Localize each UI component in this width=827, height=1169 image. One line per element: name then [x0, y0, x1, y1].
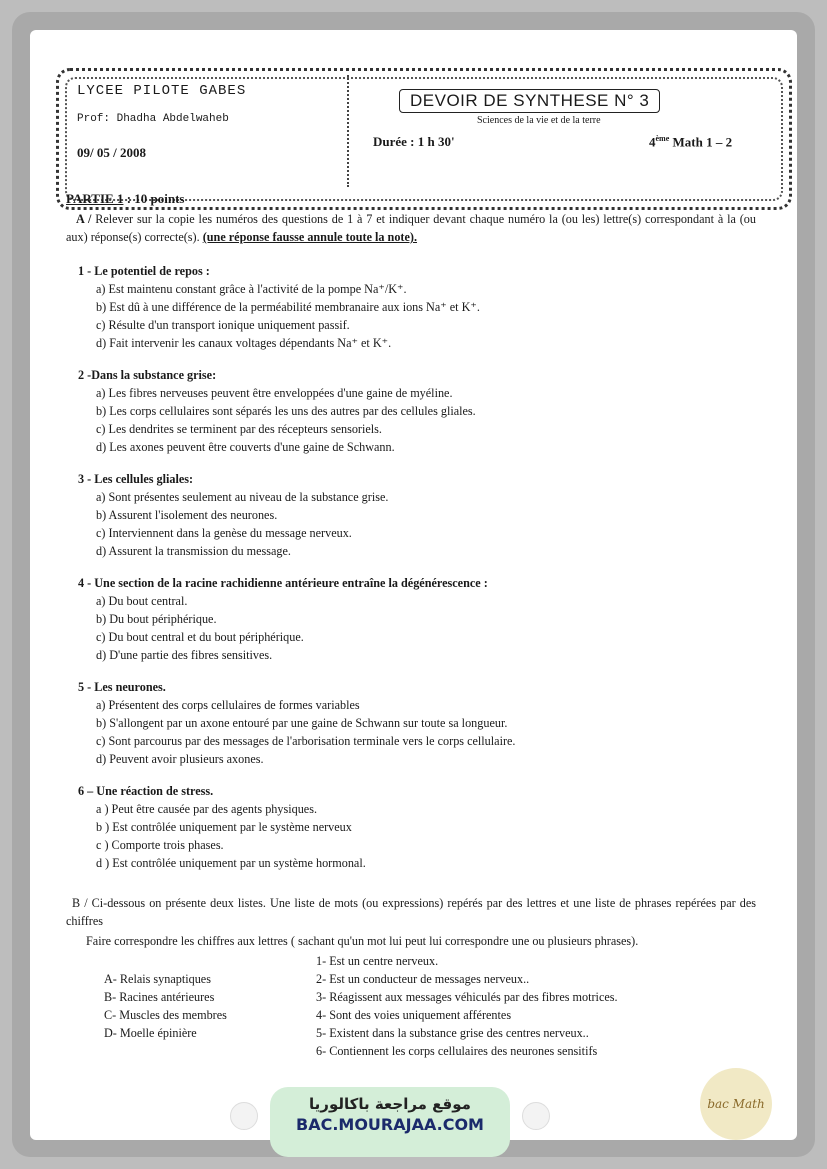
answer-option: a) Les fibres nerveuses peuvent être enveloppées d'une gaine de myéline.: [96, 386, 453, 400]
header-left: [77, 81, 347, 161]
exam-duration: Durée : 1 h 30': [373, 134, 455, 149]
answer-option: b ) Est contrôlée uniquement par le système nerveux: [96, 820, 352, 834]
header-divider: [347, 75, 349, 187]
answer-option: b) Les corps cellulaires sont séparés les uns des autres par des cellules gliales.: [96, 404, 476, 418]
bac-math-logo: bac Math: [700, 1068, 772, 1140]
number-item: 2- Est un conducteur de messages nerveux..: [316, 972, 530, 986]
answer-option: a ) Peut être causée par des agents physiques.: [96, 802, 317, 816]
letter-item: D- Moelle épinière: [104, 1026, 197, 1040]
exam-date: 09/ 05 / 2008: [77, 145, 146, 160]
watermark-url[interactable]: BAC.MOURAJAA.COM: [296, 1115, 484, 1134]
answer-option: a) Est maintenu constant grâce à l'activité de la pompe Na⁺/K⁺.: [96, 282, 407, 296]
letter-item: B- Racines antérieures: [104, 990, 215, 1004]
question-title: 2 -Dans la substance grise:: [78, 368, 217, 382]
header-right: [359, 83, 769, 152]
exam-subject: Sciences de la vie et de la terre: [477, 115, 601, 126]
answer-option: d) Fait intervenir les canaux voltages dépendants Na⁺ et K⁺.: [96, 336, 392, 350]
answer-option: d) D'une partie des fibres sensitives.: [96, 648, 273, 662]
answer-option: c) Les dendrites se terminent par des récepteurs sensoriels.: [96, 422, 382, 436]
exam-class: 4ème Math 1 – 2: [649, 134, 733, 150]
section-a-text: Relever sur la copie les numéros des questions de 1 à 7 et indiquer devant chaque numéro la (ou les) lettre(s) correspondant à la (ou aux) réponse(s) correcte(s).: [66, 212, 756, 244]
number-item: 5- Existent dans la substance grise des centres nerveux..: [316, 1026, 589, 1040]
number-item: 1- Est un centre nerveux.: [316, 954, 439, 968]
answer-option: a) Du bout central.: [96, 594, 188, 608]
exam-header: [56, 68, 792, 210]
question-item: [66, 678, 756, 768]
site-logo-icon: [230, 1102, 258, 1130]
site-logo-icon: [522, 1102, 550, 1130]
exam-title: DEVOIR DE SYNTHESE N° 3: [399, 89, 660, 113]
section-a-label: A /: [76, 212, 92, 226]
section-b-label: B /: [72, 896, 88, 910]
question-item: [66, 470, 756, 560]
number-item: 6- Contiennent les corps cellulaires des neurones sensitifs: [316, 1044, 598, 1058]
answer-option: a) Présentent des corps cellulaires de formes variables: [96, 698, 360, 712]
question-list: [66, 262, 756, 872]
answer-option: b) Du bout périphérique.: [96, 612, 217, 626]
number-item: 4- Sont des voies uniquement afférentes: [316, 1008, 512, 1022]
exam-content: [66, 190, 756, 1062]
letter-item: A- Relais synaptiques: [104, 972, 211, 986]
header-bottom-row: [359, 134, 769, 152]
section-a-instructions: [66, 210, 756, 246]
section-b-text: Ci-dessous on présente deux listes. Une liste de mots (ou expressions) repérés par des lettres et une liste de phrases repérées par des chiffres: [66, 896, 756, 928]
professor-name: Prof: Dhadha Abdelwaheb: [77, 113, 229, 125]
answer-option: b) S'allongent par un axone entouré par une gaine de Schwann sur toute sa longueur.: [96, 716, 508, 730]
watermark-arabic: موقع مراجعة باكالوريا: [309, 1095, 471, 1113]
answer-option: a) Sont présentes seulement au niveau de la substance grise.: [96, 490, 389, 504]
number-item: 3- Réagissent aux messages véhiculés par des fibres motrices.: [316, 990, 618, 1004]
letter-list: [104, 970, 227, 1042]
part-title: PARTIE 1 : 10 points: [66, 191, 185, 206]
answer-option: c) Du bout central et du bout périphérique.: [96, 630, 304, 644]
question-item: [66, 574, 756, 664]
letter-item: C- Muscles des membres: [104, 1008, 227, 1022]
answer-option: b) Est dû à une différence de la perméabilité membranaire aux ions Na⁺ et K⁺.: [96, 300, 480, 314]
answer-option: c) Sont parcourus par des messages de l'arborisation terminale vers le corps cellulaire.: [96, 734, 516, 748]
answer-option: d) Les axones peuvent être couverts d'une gaine de Schwann.: [96, 440, 395, 454]
matching-lists: [66, 952, 756, 1062]
answer-option: d) Peuvent avoir plusieurs axones.: [96, 752, 264, 766]
answer-option: d) Assurent la transmission du message.: [96, 544, 291, 558]
site-watermark[interactable]: [270, 1087, 510, 1157]
answer-option: d ) Est contrôlée uniquement par un système hormonal.: [96, 856, 366, 870]
question-item: [66, 366, 756, 456]
question-item: [66, 782, 756, 872]
school-name: LYCEE PILOTE GABES: [77, 83, 247, 99]
section-b-task: Faire correspondre les chiffres aux lettres ( sachant qu'un mot lui peut lui correspondre une ou plusieurs phrases).: [86, 934, 639, 948]
number-list: [316, 952, 618, 1060]
section-b-instructions: [66, 894, 756, 930]
answer-option: b) Assurent l'isolement des neurones.: [96, 508, 278, 522]
question-title: 5 - Les neurones.: [78, 680, 166, 694]
question-title: 4 - Une section de la racine rachidienne antérieure entraîne la dégénérescence :: [78, 576, 488, 590]
answer-option: c) Interviennent dans la genèse du message nerveux.: [96, 526, 352, 540]
answer-option: c) Résulte d'un transport ionique uniquement passif.: [96, 318, 350, 332]
question-item: [66, 262, 756, 352]
question-title: 1 - Le potentiel de repos :: [78, 264, 210, 278]
question-title: 6 – Une réaction de stress.: [78, 784, 214, 798]
section-a-warning: (une réponse fausse annule toute la note).: [202, 230, 418, 244]
answer-option: c ) Comporte trois phases.: [96, 838, 224, 852]
question-title: 3 - Les cellules gliales:: [78, 472, 194, 486]
